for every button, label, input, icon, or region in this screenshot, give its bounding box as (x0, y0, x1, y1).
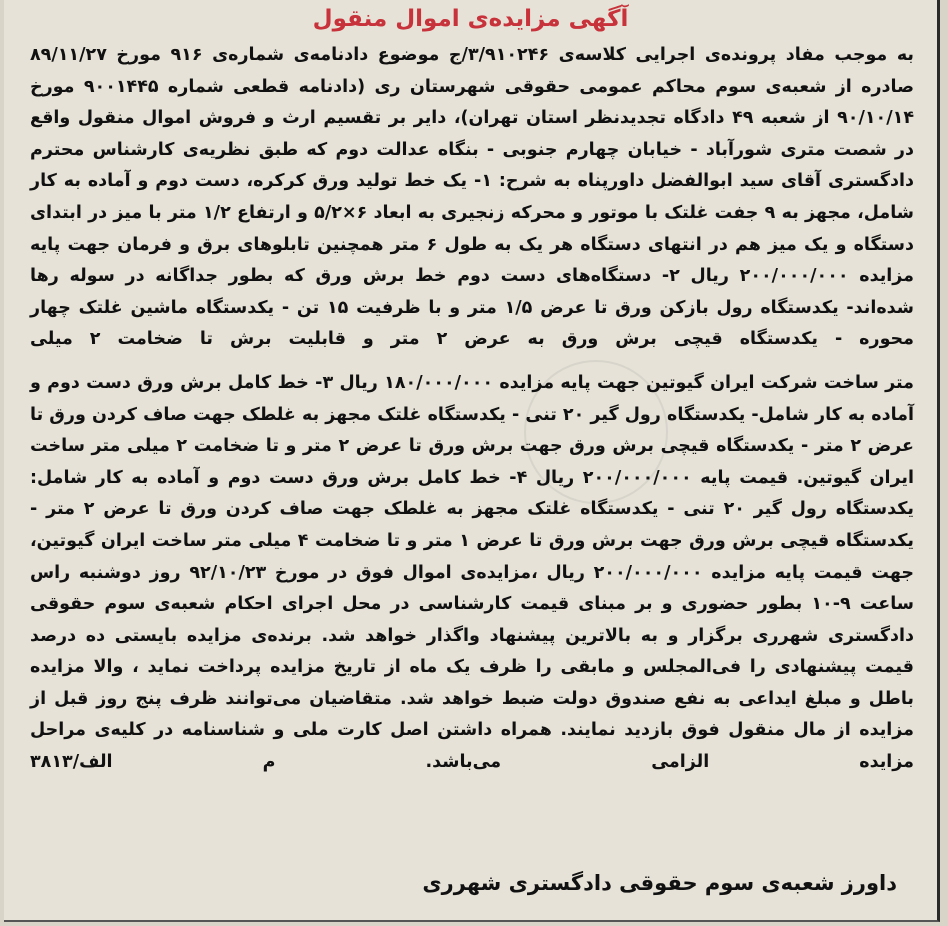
notice-paragraph-1: به موجب مفاد پرونده‌ی اجرایی کلاسه‌ی ۳/۹۱۰۲۴۶/ج موضوع دادنامه‌ی شماره‌ی ۹۱۶ مورخ ۸۹/۱۱/۲۷ صادره از شعبه‌ی سوم محاکم عمومی حقوقی شهرستان ری (دادنامه قطعی شماره ۹۰۰۱۴۴۵ مورخ ۹۰/۱۰/۱۴ از شعبه ۴۹ دادگاه تجدیدنظر استان تهران)، دایر بر تقسیم ارث و فروش اموال منقول واقع در شصت متری شورآباد - خیابان چهارم جنوبی - بنگاه عدالت دوم که طبق نظریه‌ی کارشناس محترم دادگستری آقای سید ابوالفضل داورپناه به شرح: ۱- یک خط تولید ورق کرکره، دست دوم و آماده به کار شامل، مجهز به ۹ جفت غلتک با موتور و محرکه زنجیری به ابعاد ۶×۵/۲ و ارتفاع ۱/۲ متر با میز در ابتدای دستگاه و یک میز هم در انتهای دستگاه هر یک به طول ۶ متر همچنین تابلوهای برق و فرمان جهت پایه مزایده ۲۰۰/۰۰۰/۰۰۰ ریال ۲- دستگاه‌های دست دوم خط برش ورق که بطور جداگانه در سوله رها شده‌اند- یکدستگاه رول بازکن ورق تا عرض ۱/۵ متر و با ظرفیت ۱۵ تن - یکدستگاه ماشین غلتک چهار محوره - یکدستگاه قیچی برش ورق به عرض ۲ متر و قابلیت برش تا ضخامت ۲ میلی (30, 45, 915, 350)
notice-paragraph-2: متر ساخت شرکت ایران گیوتین جهت پایه مزایده ۱۸۰/۰۰۰/۰۰۰ ریال ۳- خط کامل برش ورق دست دوم و آماده به کار شامل- یکدستگاه رول گیر ۲۰ تنی - یکدستگاه غلتک مجهز به غلطک جهت صاف کردن ورق تا عرض ۲ متر - یکدستگاه قیچی برش ورق جهت برش ورق تا عرض ۲ متر و تا ضخامت ۲ میلی متر ساخت ایران گیوتین. قیمت پایه ۲۰۰/۰۰۰/۰۰۰ ریال ۴- خط کامل برش ورق دست دوم و آماده به کار شامل: یکدستگاه رول گیر ۲۰ تنی - یکدستگاه غلتک مجهز به غلطک جهت صاف کردن ورق تا عرض ۲ متر - یکدستگاه قیچی برش ورق جهت برش ورق تا عرض ۱ متر و تا ضخامت ۴ میلی متر ساخت ایران گیوتین، جهت قیمت پایه مزایده ۲۰۰/۰۰۰/۰۰۰ ریال ،مزایده‌ی اموال فوق در مورخ ۹۲/۱۰/۲۳ روز دوشنبه راس ساعت ۹-۱۰ بطور حضوری و بر مبنای قیمت کارشناسی در محل اجرای احکام شعبه‌ی سوم حقوقی دادگستری شهرری برگزار و به بالاترین پیشنهاد واگذار خواهد شد. برنده‌ی مزایده بایستی ده درصد قیمت پیشنهادی را فی‌المجلس و مابقی را ظرف یک ماه از تاریخ مزایده پرداخت نماید ، والا مزایده باطل و مبلغ ایداعی به نفع صندوق دولت ضبط خواهد شد. متقاضیان می‌توانند ظرف پنج روز قبل از مزایده از مال منقول فوق بازدید نمایند. همراه داشتن اصل کارت ملی و شناسنامه در کلیه‌ی مراحل مزایده الزامی می‌باشد. م الف/۳۸۱۳ (30, 372, 914, 773)
notice-title: آگهی مزایده‌ی اموال منقول (312, 6, 629, 32)
newspaper-clipping (4, 0, 940, 922)
notice-body (30, 40, 914, 779)
notice-signature: داورز شعبه‌ی سوم حقوقی دادگستری شهرری (422, 871, 897, 895)
